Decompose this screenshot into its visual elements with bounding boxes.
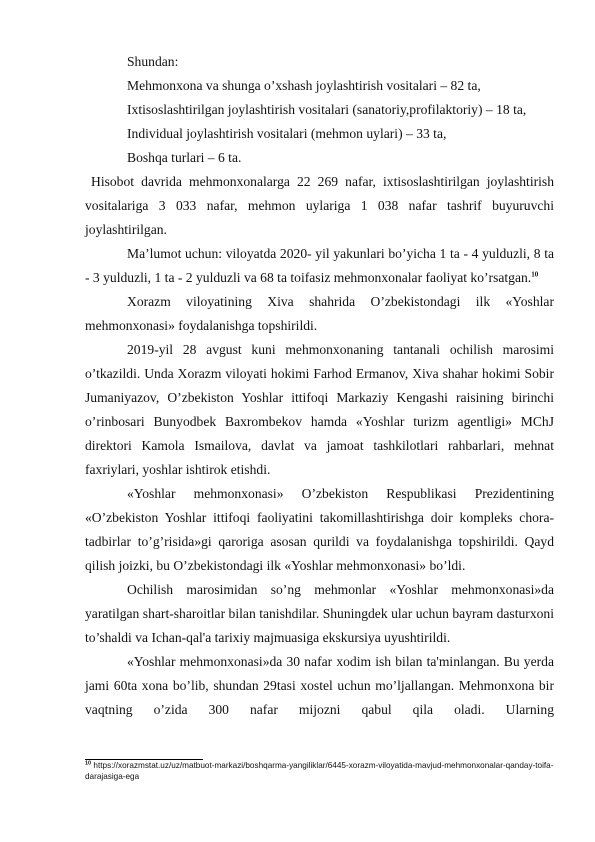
paragraph-text: Ma’lumot uchun: viloyatda 2020- yil yakunlari bo’yicha 1 ta - 4 yulduzli, 8 ta - 3 yulduzli, 1 ta - 2 yulduzli va 68 ta toifasiz mehmonxonalar faoliyat ko’rsatgan. (85, 246, 554, 285)
list-item: Mehmonxona va shunga o’xshash joylashtirish vositalari – 82 ta, (127, 78, 481, 93)
list-item: Ixtisoslashtirilgan joylashtirish vositalari (sanatoriy,profilaktoriy) – 18 ta, (127, 102, 527, 117)
paragraph-report: Hisobot davrida mehmonxonalarga 22 269 nafar, ixtisoslashtirilgan joylashtirish vositalariga 3 033 nafar, mehmon uylariga 1 038 nafar tashrif buyuruvchi joylashtirilgan. (85, 174, 554, 237)
paragraph-presidential-decree: «Yoshlar mehmonxonasi» O’zbekiston Respublikasi Prezidentining «O’zbekiston Yoshlar ittifoqi faoliyatini takomillashtirishga doir kompleks chora-tadbirlar to’g’risida»gi qaroriga asosan qurildi va foydalanishga topshirildi. Qayd qilish joizki, bu O’zbekistondagi ilk «Yoshlar mehmonxonasi» bo’ldi. (85, 486, 554, 573)
paragraph-staff-rooms: «Yoshlar mehmonxonasi»da 30 nafar xodim ish bilan ta'minlangan. Bu yerda jami 60ta xona bo’lib, shundan 29tasi xostel uchun mo’ljallangan. Mehmonxona bir vaqtning o’zida 300 nafar mijozni qabul qila oladi. Ularning (85, 654, 554, 717)
document-body (85, 50, 554, 722)
footnote (85, 760, 555, 782)
list-intro: Shundan: (127, 54, 179, 69)
list-item: Boshqa turlari – 6 ta. (127, 150, 242, 165)
footnote-reference[interactable]: 10 (531, 270, 539, 279)
paragraph-youth-hotel: Xorazm viloyatining Xiva shahrida O’zbekistondagi ilk «Yoshlar mehmonxonasi» foydalanishga topshirildi. (85, 294, 554, 333)
paragraph-hotel-categories (85, 242, 554, 290)
footnote-number: 10 (85, 760, 92, 767)
paragraph-after-ceremony: Ochilish marosimidan so’ng mehmonlar «Yoshlar mehmonxonasi»da yaratilgan shart-sharoitlar bilan tanishdilar. Shuningdek ular uchun bayram dasturxoni to’shaldi va Ichan-qal'a tarixiy majmuasiga ekskursiya uyushtirildi. (85, 582, 554, 645)
footnote-link[interactable]: https://xorazmstat.uz/uz/matbuot-markazi/boshqarma-yangiliklar/6445-xorazm-viloyatida-mavjud-mehmonxonalar-qanday-toifa-darajasiga-ega (85, 761, 554, 781)
list-item: Individual joylashtirish vositalari (mehmon uylari) – 33 ta, (127, 126, 447, 141)
paragraph-opening-ceremony: 2019-yil 28 avgust kuni mehmonxonaning tantanali ochilish marosimi o’tkazildi. Unda Xorazm viloyati hokimi Farhod Ermanov, Xiva shahar hokimi Sobir Jumaniyazov, O’zbekiston Yoshlar ittifoqi Markaziy Kengashi raisining birinchi o’rinbosari Bunyodbek Baxrombekov hamda «Yoshlar turizm agentligi» MChJ direktori Kamola Ismailova, davlat va jamoat tashkilotlari rahbarlari, mehnat faxriylari, yoshlar ishtirok etishdi. (85, 342, 554, 477)
